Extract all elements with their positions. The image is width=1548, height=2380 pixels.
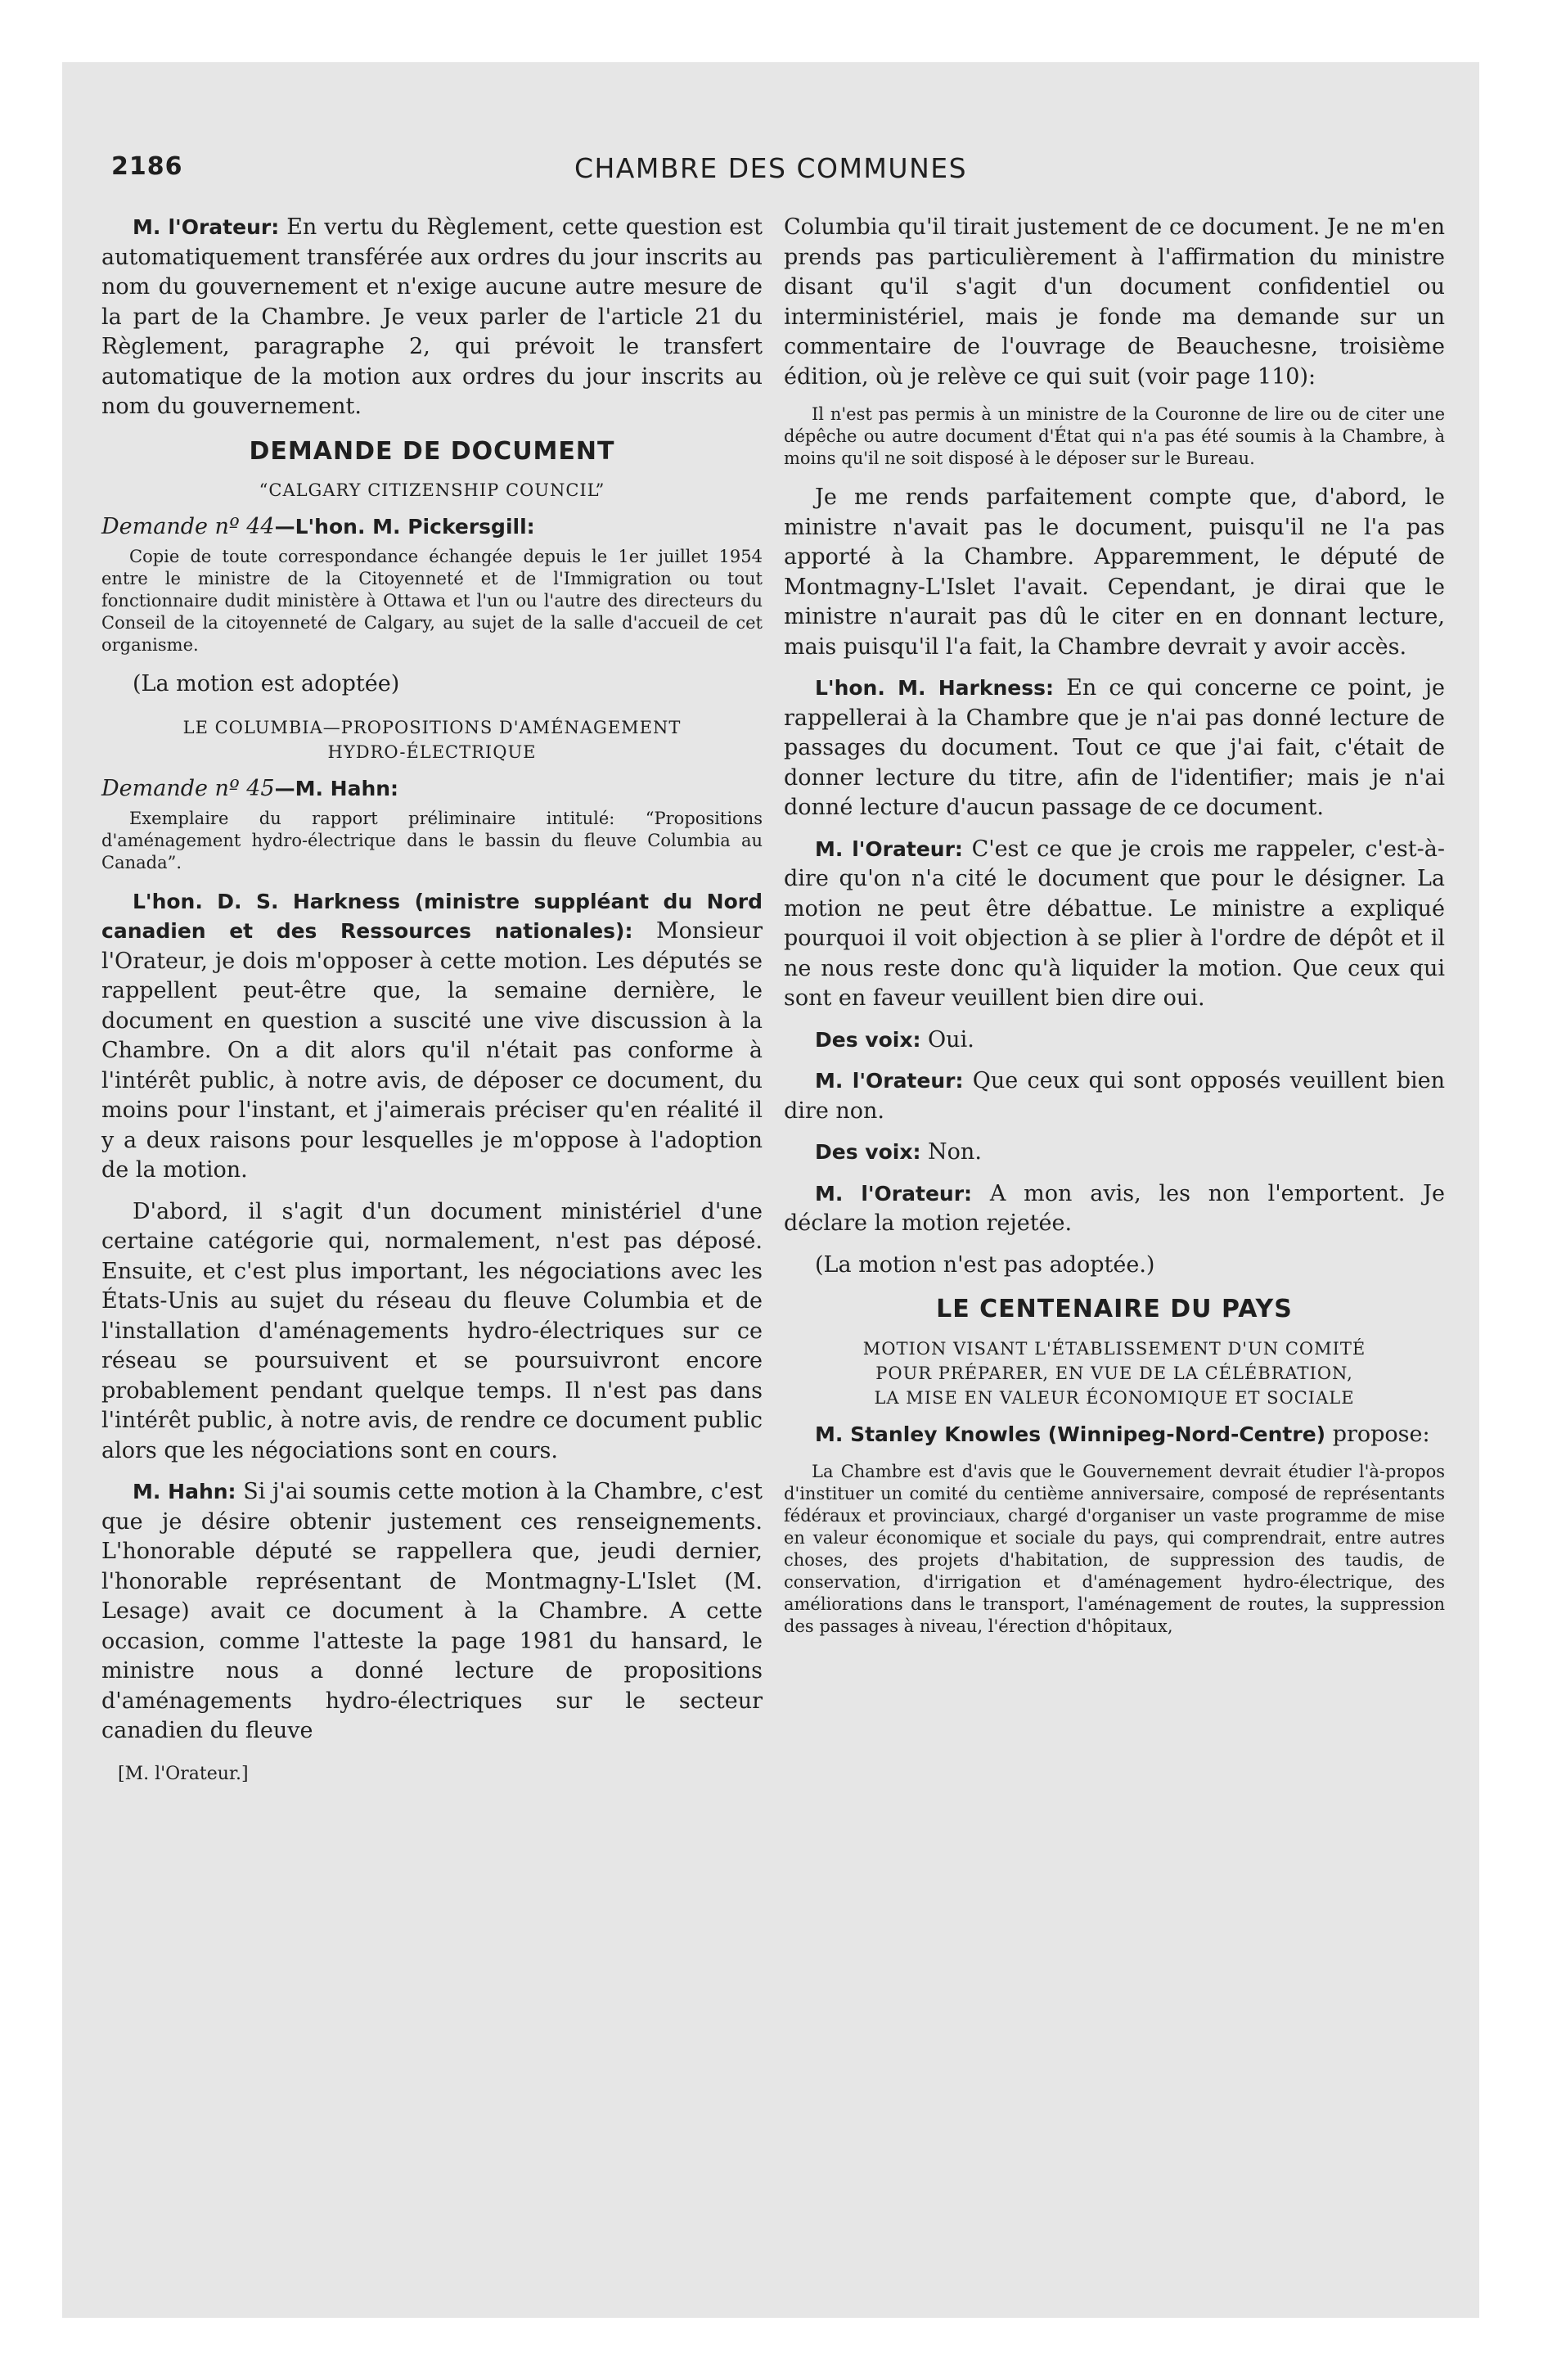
- paragraph-text: A mon avis, les non l'emportent. Je déclare la motion rejetée.: [784, 1180, 1445, 1236]
- paragraph-text: Monsieur l'Orateur, je dois m'opposer à cette motion. Les députés se rappellent peut-être que, la semaine dernière, le document en question a suscité une vive discussion à la Chambre. On a dit alors qu'il n'était pas conforme à l'intérêt public, à notre avis, de déposer ce document, du moins pour l'instant, et j'aimerais préciser qu'en réalité il y a deux raisons pour lesquelles je m'oppose à l'adoption de la motion.: [101, 918, 763, 1183]
- paragraph-text: En ce qui concerne ce point, je rappellerai à la Chambre que je n'ai pas donné lecture de passages du document. Tout ce que j'ai fait, c'était de donner lecture du titre, afin de l'identifier; mais je n'ai donné lecture d'aucun passage de ce document.: [784, 675, 1445, 820]
- section-title-line2: HYDRO-ÉLECTRIQUE: [327, 742, 537, 762]
- paragraph: [101, 213, 763, 422]
- quoted-motion: Copie de toute correspondance échangée depuis le 1er juillet 1954 entre le ministre de la Citoyenneté et de l'Immigration ou tout fonctionnaire dudit ministère à Ottawa et l'un ou l'autre des directeurs du Conseil de la citoyenneté de Calgary, au sujet de la salle d'accueil de cet organisme.: [101, 546, 763, 655]
- paragraph-text: Si j'ai soumis cette motion à la Chambre, c'est que je désire obtenir justement ces renseignements. L'honorable député se rappellera que, jeudi dernier, l'honorable représentant de Montmagny-L'Islet (M. Lesage) avait ce document à la Chambre. A cette occasion, comme l'atteste la page 1981 du hansard, le ministre nous a donné lecture de propositions d'aménagements hydro-électriques sur le secteur canadien du fleuve: [101, 1479, 763, 1743]
- left-column: [101, 213, 763, 1789]
- quoted-motion: Exemplaire du rapport préliminaire intitulé: “Propositions d'aménagement hydro-électrique dans le bassin du fleuve Columbia au Canada”.: [101, 808, 763, 872]
- speaker-name: M. l'Orateur:: [815, 1181, 973, 1206]
- paragraph: [784, 1025, 1445, 1056]
- section-title: LE COLUMBIA—PROPOSITIONS D'AMÉNAGEMENT: [182, 718, 682, 737]
- section-subtitle: POUR PRÉPARER, EN VUE DE LA CÉLÉBRATION,: [875, 1363, 1353, 1383]
- section-title: DEMANDE DE DOCUMENT: [249, 436, 615, 466]
- paragraph: [784, 1420, 1445, 1450]
- motion-result: (La motion est adoptée): [133, 670, 400, 696]
- paragraph: [101, 1477, 763, 1747]
- paragraph: [784, 835, 1445, 1014]
- paragraph-text: En vertu du Règlement, cette question est automatiquement transférée aux ordres du jour inscrits au nom du gouvernement et n'exige aucune autre mesure de la part de la Chambre. Je veux parler de l'article 21 du Règlement, paragraphe 2, qui prévoit le transfert automatique de la motion aux ordres du jour inscrits au nom du gouvernement.: [101, 214, 763, 419]
- speaker-name: Des voix:: [815, 1027, 921, 1052]
- speaker-name: M. l'Orateur:: [815, 1069, 964, 1093]
- section-subtitle: LA MISE EN VALEUR ÉCONOMIQUE ET SOCIALE: [874, 1387, 1355, 1408]
- speaker-name: L'hon. D. S. Harkness (ministre suppléant du Nord canadien et des Ressources nationales):: [101, 889, 763, 943]
- paragraph: [101, 887, 763, 1186]
- demande-heading: [101, 774, 763, 805]
- motion-result: (La motion n'est pas adoptée.): [815, 1251, 1155, 1278]
- section-subtitle: MOTION VISANT L'ÉTABLISSEMENT D'UN COMITÉ: [862, 1338, 1366, 1359]
- paragraph: [784, 1066, 1445, 1126]
- document-page: [62, 62, 1479, 2318]
- quoted-text: Il n'est pas permis à un ministre de la Couronne de lire ou de citer une dépêche ou autre document d'État qui n'a pas été soumis à la Chambre, à moins qu'il ne soit disposé à le déposer sur le Bureau.: [784, 404, 1445, 468]
- footer-reference: [M. l'Orateur.]: [118, 1763, 249, 1784]
- paragraph: [784, 674, 1445, 823]
- section-subtitle: “CALGARY CITIZENSHIP COUNCIL”: [259, 480, 605, 500]
- demande-label: Demande nº 44: [101, 514, 275, 539]
- paragraph-text: Oui.: [920, 1026, 974, 1053]
- paragraph: [784, 1179, 1445, 1239]
- speaker-name: M. Hahn:: [133, 1480, 236, 1503]
- paragraph: Columbia qu'il tirait justement de ce document. Je ne m'en prends pas particulièrement à l'affirmation du ministre disant qu'il s'agit d'un document confidentiel ou interministériel, mais je fonde ma demande sur un commentaire de l'ouvrage de Beauchesne, troisième édition, où je relève ce qui suit (voir page 110):: [784, 214, 1445, 390]
- speaker-name: M. Stanley Knowles (Winnipeg-Nord-Centre): [815, 1422, 1326, 1446]
- speaker-name: Des voix:: [815, 1140, 921, 1164]
- paragraph: D'abord, il s'agit d'un document ministériel d'une certaine catégorie qui, normalement, n'est pas déposé. Ensuite, et c'est plus important, les négociations avec les États-Unis au sujet du réseau du fleuve Columbia et de l'installation d'aménagements hydro-électriques sur ce réseau se poursuivent et se poursuivront encore probablement pendant quelque temps. Il n'est pas dans l'intérêt public, à notre avis, de rendre ce document public alors que les négociations sont en cours.: [101, 1198, 763, 1463]
- speaker-name: M. l'Orateur:: [815, 836, 963, 861]
- running-head: CHAMBRE DES COMMUNES: [574, 152, 968, 184]
- paragraph: Je me rends parfaitement compte que, d'abord, le ministre n'avait pas le document, puisqu'il ne l'a pas apporté à la Chambre. Apparemment, le député de Montmagny-L'Islet l'avait. Cependant, je dirai que le ministre n'aurait pas dû le citer en en donnant lecture, mais puisqu'il l'a fait, la Chambre devrait y avoir accès.: [784, 485, 1445, 660]
- paragraph-text: propose:: [1325, 1421, 1430, 1447]
- page-number: 2186: [111, 152, 183, 181]
- quoted-motion: La Chambre est d'avis que le Gouvernement devrait étudier l'à-propos d'instituer un comité du centième anniversaire, composé de représentants fédéraux et provinciaux, chargé d'organiser un vaste programme de mise en valeur économique et sociale du pays, qui comprendrait, entre autres choses, des projets d'habitation, de suppression des taudis, de conservation, d'irrigation et d'aménagement hydro-électrique, des améliorations dans le transport, l'aménagement de routes, la suppression des passages à niveau, l'érection d'hôpitaux,: [784, 1462, 1445, 1636]
- paragraph-text: C'est ce que je crois me rappeler, c'est-à-dire qu'on n'a cité le document que pour le désigner. La motion ne peut être débattue. Le ministre a expliqué pourquoi il voit objection à se plier à l'ordre de dépôt et il ne nous reste donc qu'à liquider la motion. Que ceux qui sont en faveur veuillent bien dire oui.: [784, 836, 1445, 1011]
- speaker-name: L'hon. M. Harkness:: [815, 676, 1054, 700]
- paragraph: [784, 1138, 1445, 1168]
- right-column: [784, 213, 1445, 1651]
- demande-heading: [101, 512, 763, 543]
- speaker-name: M. l'Orateur:: [133, 215, 280, 239]
- paragraph-text: Que ceux qui sont opposés veuillent bien dire non.: [784, 1068, 1445, 1124]
- demande-label: Demande nº 45: [101, 776, 275, 801]
- speaker-name: —M. Hahn:: [274, 777, 399, 800]
- paragraph-text: Non.: [920, 1139, 982, 1165]
- page-header: [111, 152, 1430, 193]
- section-title: LE CENTENAIRE DU PAYS: [936, 1295, 1293, 1323]
- speaker-name: —L'hon. M. Pickersgill:: [274, 515, 535, 539]
